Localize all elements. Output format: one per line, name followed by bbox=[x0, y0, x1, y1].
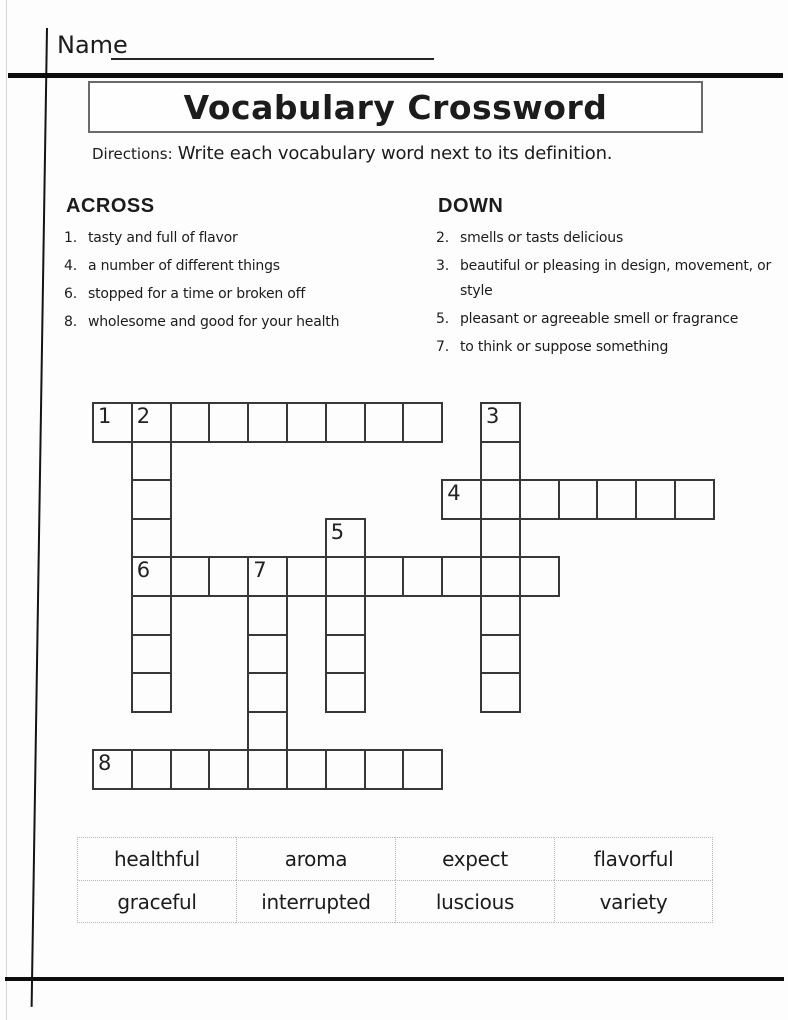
clue-number: 3. bbox=[436, 258, 449, 274]
word-bank-word: healthful bbox=[77, 837, 236, 880]
crossword-cell bbox=[286, 402, 327, 443]
crossword-cell bbox=[286, 749, 327, 790]
crossword-cell bbox=[286, 556, 327, 597]
crossword-cell bbox=[480, 634, 521, 675]
crossword-cell bbox=[325, 672, 366, 713]
name-blank-line bbox=[111, 34, 434, 60]
clue-text: wholesome and good for your health bbox=[88, 314, 340, 330]
crossword-cell bbox=[325, 402, 366, 443]
crossword-cell bbox=[247, 749, 288, 790]
directions-text: Write each vocabulary word next to its definition. bbox=[177, 143, 613, 164]
crossword-cell bbox=[170, 402, 211, 443]
crossword-cell bbox=[480, 672, 521, 713]
across-section bbox=[64, 195, 424, 338]
page-edge-line bbox=[6, 0, 7, 1020]
clue-text: stopped for a time or broken off bbox=[88, 286, 306, 302]
word-bank bbox=[77, 837, 713, 923]
page-title: Vocabulary Crossword bbox=[183, 87, 608, 127]
crossword-cell bbox=[596, 479, 637, 520]
clue-text: beautiful or pleasing in design, movement, or style bbox=[460, 258, 772, 299]
crossword-cell bbox=[131, 672, 172, 713]
bottom-divider-rule bbox=[5, 977, 784, 981]
top-divider-rule bbox=[8, 73, 783, 78]
crossword-cell bbox=[325, 634, 366, 675]
crossword-cell bbox=[208, 749, 249, 790]
clue-number: 4. bbox=[64, 258, 77, 274]
crossword-cell-number: 3 bbox=[486, 404, 500, 428]
crossword-cell bbox=[131, 749, 172, 790]
crossword-cell bbox=[170, 556, 211, 597]
crossword-cell-number: 7 bbox=[253, 558, 267, 583]
left-margin-line bbox=[31, 28, 48, 1007]
clue-number: 7. bbox=[436, 339, 449, 355]
crossword-cell bbox=[402, 556, 443, 597]
crossword-cell-number: 1 bbox=[98, 404, 112, 428]
crossword-cell bbox=[402, 749, 443, 790]
clue-item-across-6 bbox=[64, 282, 424, 307]
clue-number: 5. bbox=[436, 311, 449, 327]
clue-item-across-8 bbox=[64, 310, 424, 335]
clue-number: 2. bbox=[436, 230, 449, 246]
crossword-cell bbox=[325, 518, 366, 559]
word-bank-word: flavorful bbox=[554, 837, 713, 880]
crossword-cell bbox=[674, 479, 715, 520]
crossword-grid bbox=[92, 402, 722, 794]
down-header: DOWN bbox=[438, 195, 504, 217]
directions bbox=[92, 143, 612, 164]
crossword-cell bbox=[480, 556, 521, 597]
clue-text: smells or tasts delicious bbox=[460, 230, 624, 246]
crossword-cell bbox=[480, 518, 521, 559]
word-bank-word: aroma bbox=[236, 837, 395, 880]
crossword-cell bbox=[441, 556, 482, 597]
title-box bbox=[88, 81, 703, 133]
clue-number: 6. bbox=[64, 286, 77, 302]
crossword-cell bbox=[325, 556, 366, 597]
crossword-cell bbox=[131, 556, 172, 597]
clue-text: pleasant or agreeable smell or fragrance bbox=[460, 311, 739, 327]
word-bank-word: luscious bbox=[395, 880, 554, 923]
clue-item-across-4 bbox=[64, 254, 424, 279]
crossword-cell bbox=[247, 556, 288, 597]
crossword-cell bbox=[480, 479, 521, 520]
crossword-cell bbox=[519, 479, 560, 520]
crossword-cell bbox=[364, 749, 405, 790]
word-bank-word: expect bbox=[395, 837, 554, 880]
clue-item-down-7 bbox=[436, 335, 784, 360]
crossword-cell bbox=[247, 711, 288, 752]
crossword-cell bbox=[131, 479, 172, 520]
clue-text: a number of different things bbox=[88, 258, 280, 274]
crossword-cell bbox=[170, 749, 211, 790]
word-bank-word: variety bbox=[554, 880, 713, 923]
clue-item-down-5 bbox=[436, 307, 784, 332]
crossword-cell bbox=[247, 634, 288, 675]
crossword-cell bbox=[635, 479, 676, 520]
crossword-cell bbox=[131, 595, 172, 636]
crossword-cell bbox=[247, 672, 288, 713]
crossword-cell bbox=[92, 749, 133, 790]
down-section bbox=[436, 195, 784, 363]
crossword-cell bbox=[480, 441, 521, 482]
crossword-cell bbox=[480, 595, 521, 636]
clue-text: to think or suppose something bbox=[460, 339, 669, 355]
word-bank-word: graceful bbox=[77, 880, 236, 923]
crossword-cell-number: 8 bbox=[98, 751, 112, 776]
clue-text: tasty and full of flavor bbox=[88, 230, 238, 246]
crossword-cell bbox=[441, 479, 482, 520]
crossword-cell bbox=[131, 518, 172, 559]
word-bank-word: interrupted bbox=[236, 880, 395, 923]
crossword-cell bbox=[131, 634, 172, 675]
clue-item-down-3 bbox=[436, 254, 784, 304]
crossword-cell bbox=[402, 402, 443, 443]
crossword-cell bbox=[364, 402, 405, 443]
crossword-cell bbox=[325, 749, 366, 790]
crossword-cell bbox=[247, 595, 288, 636]
crossword-cell bbox=[247, 402, 288, 443]
directions-label: Directions: bbox=[92, 145, 173, 163]
crossword-cell-number: 2 bbox=[136, 404, 151, 428]
crossword-cell-number: 5 bbox=[330, 519, 345, 544]
crossword-cell bbox=[364, 556, 405, 597]
crossword-cell bbox=[131, 441, 172, 482]
crossword-cell bbox=[131, 402, 172, 443]
crossword-cell bbox=[519, 556, 560, 597]
clue-item-across-1 bbox=[64, 226, 424, 251]
crossword-cell bbox=[480, 402, 521, 443]
crossword-cell bbox=[558, 479, 599, 520]
crossword-cell bbox=[92, 402, 133, 443]
crossword-cell bbox=[208, 402, 249, 443]
clue-item-down-2 bbox=[436, 226, 784, 251]
clue-number: 1. bbox=[64, 230, 77, 246]
crossword-cell bbox=[208, 556, 249, 597]
crossword-cell-number: 4 bbox=[447, 481, 461, 506]
crossword-cell-number: 6 bbox=[136, 558, 151, 583]
name-label: Name bbox=[57, 31, 128, 59]
clue-number: 8. bbox=[64, 314, 77, 330]
crossword-cell bbox=[325, 595, 366, 636]
across-header: ACROSS bbox=[66, 195, 155, 217]
